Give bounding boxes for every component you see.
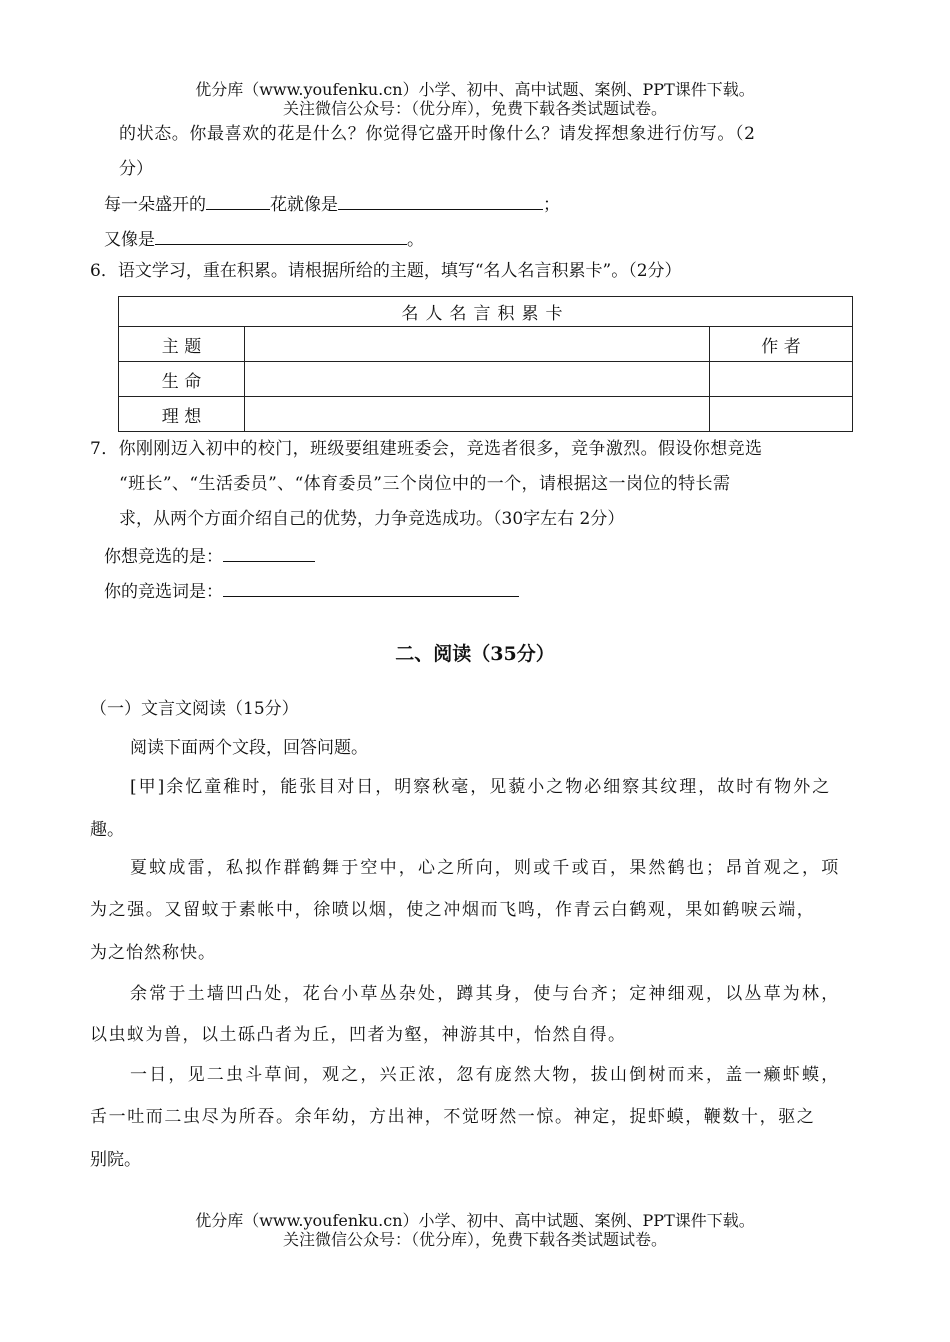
- q7-line-1: 7．你刚刚迈入初中的校门，班级要组建班委会，竞选者很多，竞争激烈。假设你想竞选: [90, 439, 763, 459]
- author-life-input[interactable]: [710, 362, 853, 397]
- theme-life: 生 命: [119, 362, 245, 397]
- para1-line-2: 趣。: [90, 820, 124, 840]
- q5-text-line-1: 的状态。你最喜欢的花是什么？你觉得它盛开时像什么？请发挥想象进行仿写。（2: [119, 124, 756, 144]
- section-title: 二、阅读（35分）: [395, 643, 555, 665]
- flower-name-blank[interactable]: [206, 191, 270, 210]
- flower-simile-blank-1[interactable]: [338, 191, 543, 210]
- para4-line-1: 一日，见二虫斗草间，观之，兴正浓，忽有庞然大物，拔山倒树而来，盖一癞虾蟆，: [130, 1065, 841, 1085]
- flower-simile-blank-2[interactable]: [155, 226, 407, 245]
- q7-line-3: 求，从两个方面介绍自己的优势，力争竞选成功。（30字左右 2分）: [119, 509, 625, 529]
- q5-fill1-prefix: 每一朵盛开的: [104, 195, 206, 215]
- para3-line-1: 余常于土墙凹凸处，花台小草丛杂处，蹲其身，使与台齐；定神细观，以丛草为林，: [130, 984, 841, 1004]
- para2-line-3: 为之怡然称快。: [90, 943, 216, 963]
- speech-label: 你的竞选词是：: [104, 582, 223, 602]
- q5-fill2-prefix: 又像是: [104, 230, 155, 250]
- subsection-title: （一）文言文阅读（15分）: [90, 699, 299, 719]
- quote-life-input[interactable]: [245, 362, 710, 397]
- q5-fill-line-1: [104, 191, 560, 217]
- para2-line-2: 为之强。又留蚊于素帐中，徐喷以烟，使之冲烟而飞鸣，作青云白鹤观，果如鹤唳云端，: [90, 900, 816, 920]
- position-label: 你想竞选的是：: [104, 547, 223, 567]
- header-author: 作 者: [710, 327, 853, 362]
- header-line-2: 关注微信公众号：（优分库），免费下载各类试题试卷。: [282, 99, 667, 118]
- q5-fill2-end: 。: [407, 230, 424, 250]
- para2-line-1: 夏蚊成雷，私拟作群鹤舞于空中，心之所向，则或千或百，果然鹤也；昂首观之，项: [130, 858, 841, 878]
- para3-line-2: 以虫蚁为兽，以土砾凸者为丘，凹者为壑，神游其中，怡然自得。: [90, 1025, 627, 1045]
- position-line: [104, 543, 315, 569]
- q6-text: 6．语文学习，重在积累。请根据所给的主题，填写“名人名言积累卡”。（2分）: [90, 261, 682, 281]
- position-blank[interactable]: [223, 543, 315, 562]
- q5-text-line-2: 分）: [119, 159, 153, 179]
- q5-fill1-end: ；: [543, 195, 560, 215]
- q7-line-2: “班长”、“生活委员”、“体育委员”三个岗位中的一个，请根据这一岗位的特长需: [119, 474, 731, 494]
- reading-instruction: 阅读下面两个文段，回答问题。: [130, 738, 368, 758]
- quotes-card-table: [118, 296, 853, 432]
- author-ideal-input[interactable]: [710, 397, 853, 432]
- quote-header-cell: [245, 327, 710, 362]
- theme-ideal: 理 想: [119, 397, 245, 432]
- footer-line-2: 关注微信公众号：（优分库），免费下载各类试题试卷。: [282, 1230, 667, 1249]
- para4-line-2: 舌一吐而二虫尽为所吞。余年幼，方出神，不觉呀然一惊。神定，捉虾蟆，鞭数十，驱之: [90, 1107, 816, 1127]
- header-line-1: 优分库（www.youfenku.cn）小学、初中、高中试题、案例、PPT课件下载。: [195, 80, 755, 99]
- speech-blank[interactable]: [223, 578, 519, 597]
- header-theme: 主 题: [119, 327, 245, 362]
- para1-line-1: [甲]余忆童稚时，能张目对日，明察秋毫，见藐小之物必细察其纹理，故时有物外之: [130, 777, 832, 797]
- footer-line-1: 优分库（www.youfenku.cn）小学、初中、高中试题、案例、PPT课件下载。: [195, 1211, 755, 1230]
- q5-fill-line-2: [104, 226, 424, 252]
- para4-line-3: 别院。: [90, 1150, 141, 1170]
- quotes-card-caption: 名人名言积累卡: [119, 297, 853, 327]
- q5-fill1-middle: 花就像是: [270, 195, 338, 215]
- speech-line: [104, 578, 519, 604]
- quote-ideal-input[interactable]: [245, 397, 710, 432]
